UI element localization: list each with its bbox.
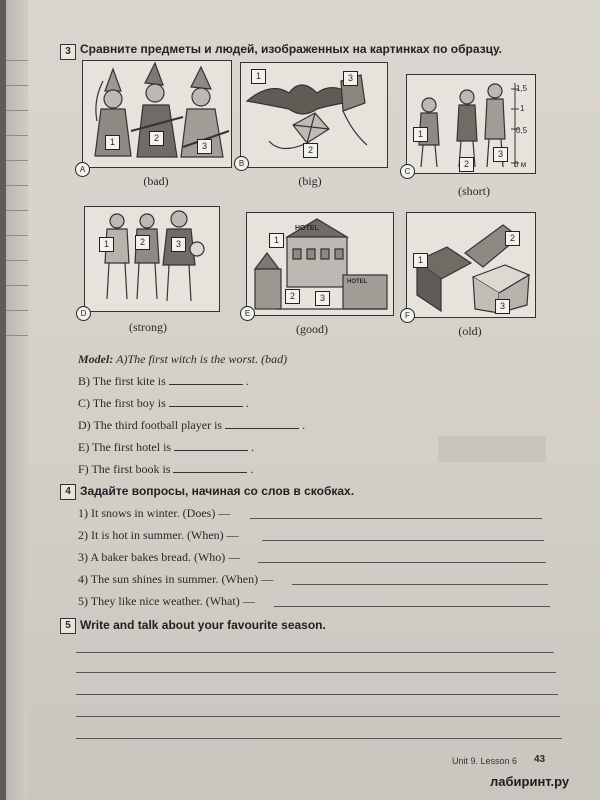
picture-b-box-3: 3 — [343, 71, 358, 86]
picture-a-witches — [82, 60, 232, 168]
page-number: 43 — [534, 754, 546, 765]
task-5-line-1[interactable] — [76, 652, 554, 653]
picture-a-box-2: 2 — [149, 131, 164, 146]
picture-d-box-1: 1 — [99, 237, 114, 252]
picture-f-box-2: 2 — [505, 231, 520, 246]
task-3-item-d: D) The third football player is . — [78, 418, 306, 432]
task-4-item-4: 4) The sun shines in summer. (When) — — [78, 572, 274, 586]
picture-a-box-1: 1 — [105, 135, 120, 150]
picture-e-hotels — [246, 212, 394, 316]
task-3-item-c: C) The first boy is . — [78, 396, 249, 410]
picture-e-caption: (good) — [296, 322, 328, 336]
task-5-line-3[interactable] — [76, 694, 558, 695]
task-3-answer-e[interactable] — [174, 440, 248, 451]
picture-e-box-1: 1 — [269, 233, 284, 248]
model-label: Model: — [78, 352, 114, 366]
model-text: A)The first witch is the worst. (bad) — [116, 352, 288, 366]
task-3-answer-f[interactable] — [173, 462, 247, 473]
picture-c-letter: C — [400, 164, 415, 179]
task-5-number: 5 — [60, 618, 76, 634]
scale-label-1: 1 — [520, 104, 525, 113]
task-4-item-1: 1) It snows in winter. (Does) — — [78, 506, 231, 520]
task-3-item-e: E) The first hotel is . — [78, 440, 255, 454]
task-3-answer-d[interactable] — [225, 418, 299, 429]
picture-c-box-3: 3 — [493, 147, 508, 162]
task-4-answer-line-3[interactable] — [258, 562, 546, 563]
task-3-item-b: B) The first kite is . — [78, 374, 249, 388]
task-4-item-3: 3) A baker bakes bread. (Who) — — [78, 550, 241, 564]
task-4-item-5: 5) They like nice weather. (What) — — [78, 594, 255, 608]
picture-f-books — [406, 212, 536, 318]
picture-f-caption: (old) — [458, 324, 482, 338]
workbook-page — [6, 0, 600, 800]
picture-b-box-1: 1 — [251, 69, 266, 84]
task-4-title: Задайте вопросы, начиная со слов в скобках. — [80, 484, 355, 498]
hotel-sign-small: HOTEL — [347, 279, 368, 285]
watermark: лабиринт.ру — [490, 774, 570, 789]
picture-a-box-3: 3 — [197, 139, 212, 154]
picture-f-box-3: 3 — [495, 299, 510, 314]
task-3-answer-c[interactable] — [169, 396, 243, 407]
task-5-line-4[interactable] — [76, 716, 560, 717]
picture-f-letter: F — [400, 308, 415, 323]
task-4-number: 4 — [60, 484, 76, 500]
picture-d-football-players — [84, 206, 220, 312]
task-4-answer-line-5[interactable] — [274, 606, 550, 607]
picture-f-box-1: 1 — [413, 253, 428, 268]
hotel-sign: HOTEL — [295, 225, 319, 232]
picture-d-box-3: 3 — [171, 237, 186, 252]
scale-label-0: 0 м — [514, 160, 527, 169]
bleed-through-heading — [438, 434, 548, 470]
picture-c-box-2: 2 — [459, 157, 474, 172]
task-5-line-2[interactable] — [76, 672, 556, 673]
task-4-item-2: 2) It is hot in summer. (When) — — [78, 528, 239, 542]
task-5-line-5[interactable] — [76, 738, 562, 739]
task-3-title: Сравните предметы и людей, изображенных на картинках по образцу. — [80, 42, 502, 56]
task-4-answer-line-4[interactable] — [292, 584, 548, 585]
picture-a-letter: A — [75, 162, 90, 177]
model-example — [78, 352, 287, 367]
picture-e-box-2: 2 — [285, 289, 300, 304]
picture-b-kites — [240, 62, 388, 168]
picture-c-box-1: 1 — [413, 127, 428, 142]
picture-c-caption: (short) — [458, 184, 490, 198]
task-3-number: 3 — [60, 44, 76, 60]
scale-label-0-5: 0,5 — [516, 126, 528, 135]
task-5-title: Write and talk about your favourite season. — [80, 618, 326, 632]
picture-d-box-2: 2 — [135, 235, 150, 250]
picture-e-letter: E — [240, 306, 255, 321]
picture-e-box-3: 3 — [315, 291, 330, 306]
footer-unit-lesson: Unit 9. Lesson 6 — [452, 756, 518, 766]
picture-d-caption: (strong) — [129, 320, 167, 334]
picture-b-box-2: 2 — [303, 143, 318, 158]
scale-label-1-5: 1,5 — [516, 84, 528, 93]
task-4-answer-line-2[interactable] — [262, 540, 544, 541]
task-3-item-f: F) The first book is . — [78, 462, 254, 476]
page-binding — [6, 0, 28, 800]
picture-d-letter: D — [76, 306, 91, 321]
picture-a-caption: (bad) — [143, 174, 169, 188]
picture-b-letter: B — [234, 156, 249, 171]
task-4-answer-line-1[interactable] — [250, 518, 542, 519]
picture-b-caption: (big) — [298, 174, 322, 188]
football-players-illustration — [85, 207, 219, 311]
task-3-answer-b[interactable] — [169, 374, 243, 385]
